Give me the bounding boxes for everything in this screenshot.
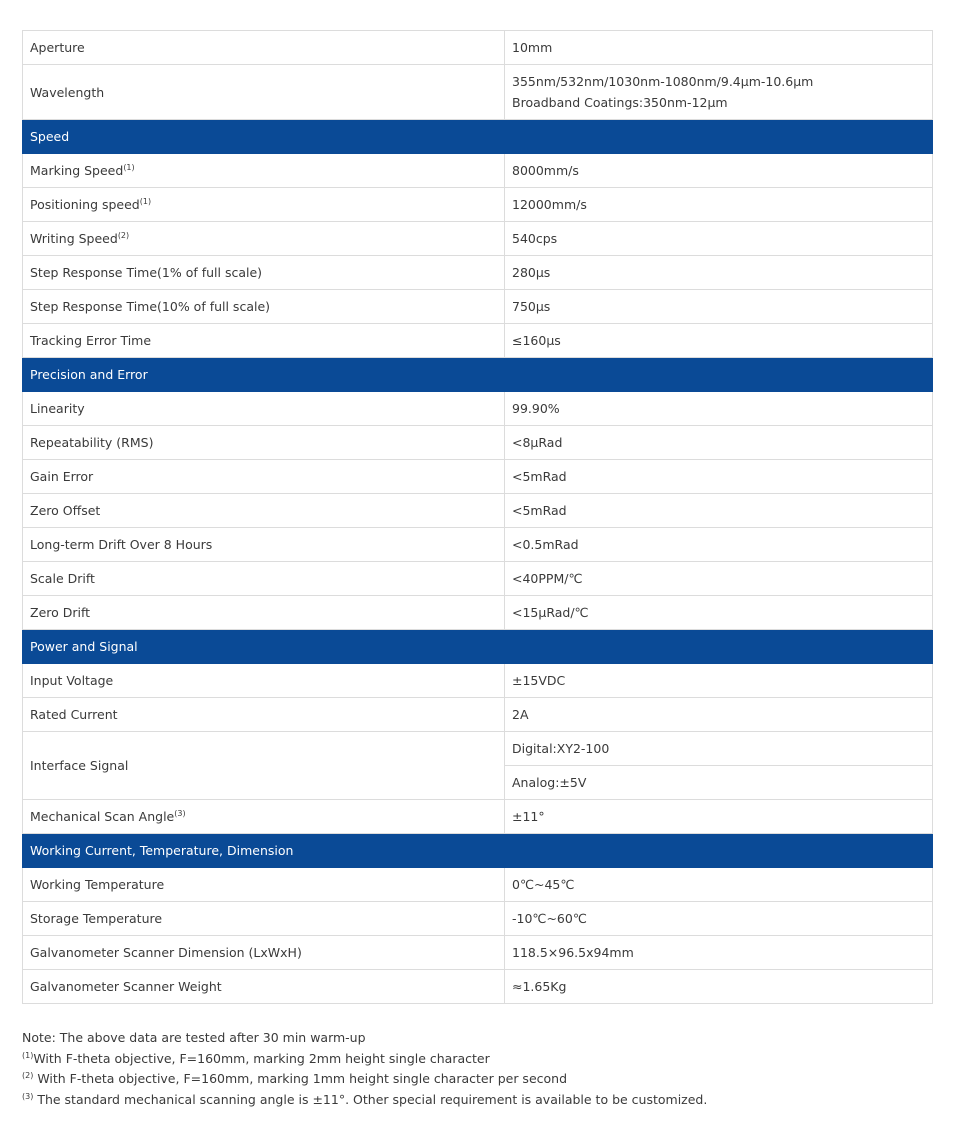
table-row bbox=[23, 392, 933, 426]
spec-value: <8μRad bbox=[505, 426, 933, 460]
spec-value-cell bbox=[505, 65, 933, 120]
table-row bbox=[23, 290, 933, 324]
section-header-row bbox=[23, 358, 933, 392]
footnotes bbox=[22, 1028, 932, 1110]
spec-value: ≤160μs bbox=[505, 324, 933, 358]
spec-value: ±15VDC bbox=[505, 664, 933, 698]
spec-label-cell bbox=[23, 222, 505, 256]
spec-table bbox=[22, 30, 933, 1004]
spec-value: 10mm bbox=[505, 31, 933, 65]
spec-label-cell bbox=[23, 392, 505, 426]
section-title: Speed bbox=[23, 120, 933, 154]
footnote-text: With F-theta objective, F=160mm, marking 1mm height single character per second bbox=[33, 1071, 568, 1086]
table-row bbox=[23, 65, 933, 120]
spec-label-cell bbox=[23, 596, 505, 630]
spec-label: Working Temperature bbox=[30, 877, 165, 892]
spec-label-cell bbox=[23, 256, 505, 290]
footnote-ref: (2) bbox=[117, 231, 130, 240]
spec-label-cell bbox=[23, 902, 505, 936]
spec-label: Repeatability (RMS) bbox=[30, 435, 154, 450]
spec-label: Tracking Error Time bbox=[30, 333, 152, 348]
spec-label: Wavelength bbox=[30, 84, 105, 100]
spec-value-line: 355nm/532nm/1030nm-1080nm/9.4µm-10.6µm bbox=[512, 74, 814, 89]
table-row bbox=[23, 528, 933, 562]
spec-table-body bbox=[23, 31, 933, 1004]
spec-label-cell bbox=[23, 290, 505, 324]
footnote-ref: (1) bbox=[139, 197, 152, 206]
spec-label: Input Voltage bbox=[30, 673, 114, 688]
section-header-row bbox=[23, 120, 933, 154]
spec-label: Zero Offset bbox=[30, 503, 101, 518]
spec-value: Digital:XY2-100 bbox=[505, 732, 933, 766]
spec-label-cell bbox=[23, 868, 505, 902]
spec-label-cell bbox=[23, 936, 505, 970]
spec-value: 99.90% bbox=[505, 392, 933, 426]
spec-value: <0.5mRad bbox=[505, 528, 933, 562]
spec-value: <40PPM/℃ bbox=[505, 562, 933, 596]
section-header-row bbox=[23, 834, 933, 868]
spec-label-cell bbox=[23, 494, 505, 528]
spec-label-cell bbox=[23, 460, 505, 494]
footnote-marker: (1) bbox=[22, 1050, 34, 1060]
spec-label: Galvanometer Scanner Dimension (LxWxH) bbox=[30, 945, 302, 960]
spec-label-cell bbox=[23, 800, 505, 834]
spec-label: Galvanometer Scanner Weight bbox=[30, 979, 222, 994]
spec-label: Storage Temperature bbox=[30, 911, 163, 926]
table-row bbox=[23, 154, 933, 188]
table-row bbox=[23, 324, 933, 358]
section-title: Power and Signal bbox=[23, 630, 933, 664]
table-row bbox=[23, 222, 933, 256]
footnote-ref: (1) bbox=[123, 163, 135, 172]
spec-value: <5mRad bbox=[505, 460, 933, 494]
spec-value: 540cps bbox=[505, 222, 933, 256]
spec-label: Step Response Time(1% of full scale) bbox=[30, 265, 263, 280]
footnote-ref: (3) bbox=[174, 809, 186, 818]
footnote-text: Note: The above data are tested after 30 min warm-up bbox=[22, 1030, 366, 1045]
table-row bbox=[23, 562, 933, 596]
spec-label-cell bbox=[23, 562, 505, 596]
table-row bbox=[23, 426, 933, 460]
spec-value: <15μRad/℃ bbox=[505, 596, 933, 630]
spec-label: Long-term Drift Over 8 Hours bbox=[30, 537, 213, 552]
spec-value: -10℃~60℃ bbox=[505, 902, 933, 936]
spec-label: Rated Current bbox=[30, 707, 118, 722]
spec-label-cell bbox=[23, 324, 505, 358]
spec-value: 0℃~45℃ bbox=[505, 868, 933, 902]
spec-label-cell bbox=[23, 154, 505, 188]
table-row bbox=[23, 596, 933, 630]
section-header-row bbox=[23, 630, 933, 664]
spec-label-cell bbox=[23, 528, 505, 562]
footnote-text: With F-theta objective, F=160mm, marking 2mm height single character bbox=[33, 1050, 490, 1066]
spec-value: ±11° bbox=[505, 800, 933, 834]
table-row bbox=[23, 188, 933, 222]
spec-value: 280μs bbox=[505, 256, 933, 290]
section-title: Precision and Error bbox=[23, 358, 933, 392]
spec-value: 118.5×96.5x94mm bbox=[505, 936, 933, 970]
table-row bbox=[23, 460, 933, 494]
footnote-line bbox=[22, 1069, 932, 1090]
spec-label-cell bbox=[23, 664, 505, 698]
spec-value: Analog:±5V bbox=[505, 766, 933, 800]
spec-value: 750μs bbox=[505, 290, 933, 324]
spec-value-line: Broadband Coatings:350nm-12µm bbox=[512, 95, 728, 110]
footnote-text: The standard mechanical scanning angle is ±11°. Other special requirement is available to be customized. bbox=[33, 1091, 708, 1107]
spec-label: Mechanical Scan Angle bbox=[30, 809, 175, 824]
spec-label: Aperture bbox=[30, 40, 85, 55]
spec-label: Positioning speed bbox=[30, 197, 140, 212]
table-row bbox=[23, 494, 933, 528]
spec-label-cell bbox=[23, 31, 505, 65]
table-row bbox=[23, 800, 933, 834]
table-row bbox=[23, 902, 933, 936]
spec-label: Step Response Time(10% of full scale) bbox=[30, 299, 271, 314]
table-row bbox=[23, 698, 933, 732]
spec-label: Linearity bbox=[30, 401, 85, 416]
spec-label-cell bbox=[23, 732, 505, 800]
spec-label-cell bbox=[23, 188, 505, 222]
spec-label: Zero Drift bbox=[30, 605, 91, 620]
spec-label: Gain Error bbox=[30, 469, 94, 484]
spec-value: ≈1.65Kg bbox=[505, 970, 933, 1004]
footnote-line bbox=[22, 1028, 932, 1049]
table-row bbox=[23, 664, 933, 698]
spec-value: <5mRad bbox=[505, 494, 933, 528]
section-title: Working Current, Temperature, Dimension bbox=[23, 834, 933, 868]
table-row bbox=[23, 970, 933, 1004]
spec-value: 8000mm/s bbox=[505, 154, 933, 188]
footnote-line bbox=[22, 1049, 932, 1070]
footnote-line bbox=[22, 1090, 932, 1111]
spec-label-cell bbox=[23, 65, 505, 120]
table-row bbox=[23, 31, 933, 65]
spec-label-cell bbox=[23, 970, 505, 1004]
spec-label: Scale Drift bbox=[30, 571, 95, 586]
spec-label-cell bbox=[23, 426, 505, 460]
table-row bbox=[23, 936, 933, 970]
spec-value: 2A bbox=[505, 698, 933, 732]
spec-value: 12000mm/s bbox=[505, 188, 933, 222]
footnote-marker: (2) bbox=[22, 1071, 34, 1080]
table-row bbox=[23, 868, 933, 902]
table-row bbox=[23, 256, 933, 290]
spec-label: Writing Speed bbox=[30, 231, 118, 246]
spec-label-cell bbox=[23, 698, 505, 732]
table-row bbox=[23, 732, 933, 766]
spec-label: Marking Speed bbox=[30, 163, 124, 178]
spec-label: Interface Signal bbox=[30, 758, 129, 773]
footnote-marker: (3) bbox=[22, 1091, 34, 1101]
